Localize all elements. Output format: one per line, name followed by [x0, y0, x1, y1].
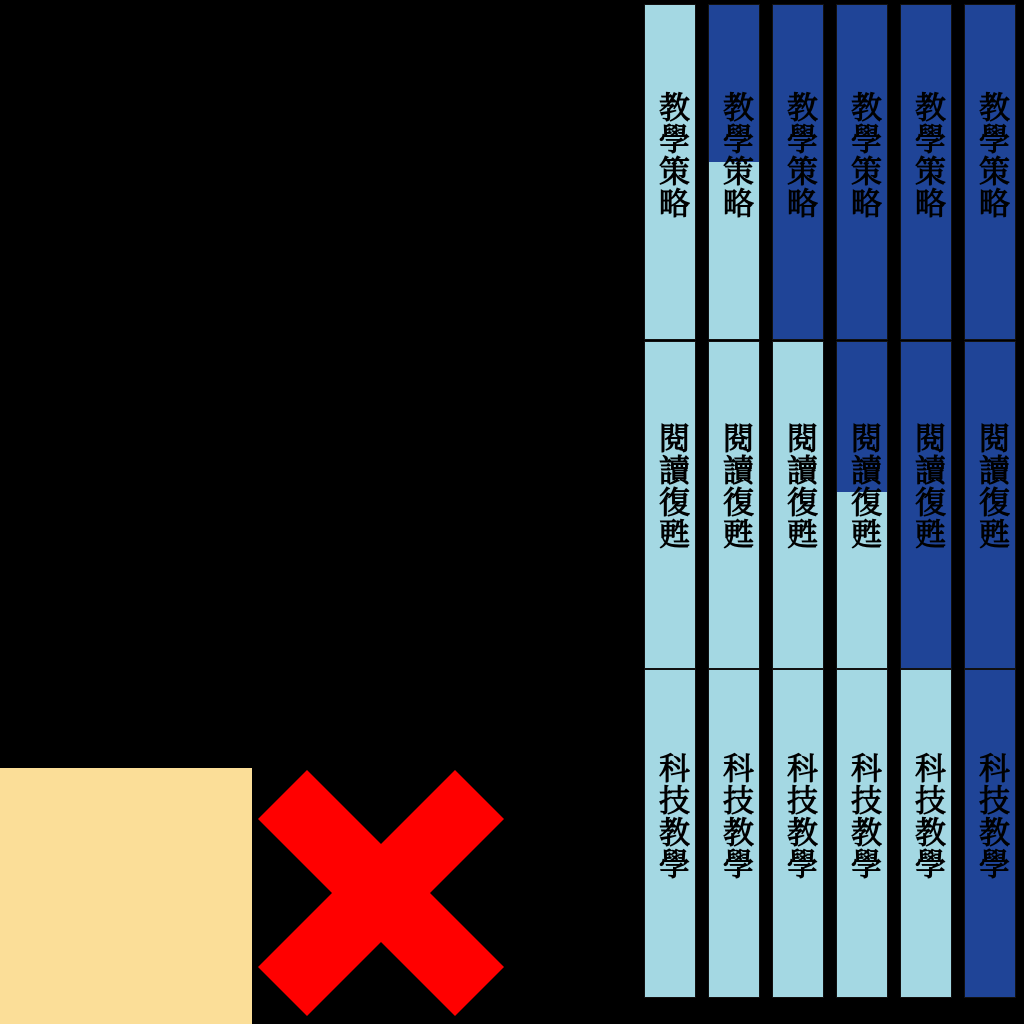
cell-tech-teaching	[772, 669, 824, 998]
column-6	[964, 4, 1016, 998]
cell-teaching-strategy	[708, 4, 760, 340]
cell-reading-revival	[900, 341, 952, 669]
cell-reading-revival	[964, 341, 1016, 669]
column-3	[772, 4, 824, 998]
cell-label: 教學策略	[781, 91, 817, 219]
yellow-swatch	[0, 768, 252, 1024]
cell-label: 教學策略	[909, 91, 945, 219]
cell-label: 科技教學	[653, 752, 689, 880]
x-mark-icon[interactable]	[258, 770, 504, 1016]
cell-label: 閱讀復甦	[845, 422, 881, 550]
cell-label: 科技教學	[909, 752, 945, 880]
cell-label: 閱讀復甦	[653, 422, 689, 550]
cell-label: 科技教學	[973, 752, 1009, 880]
x-mark-shape	[258, 770, 504, 1016]
cell-label: 教學策略	[973, 91, 1009, 219]
cell-label: 閱讀復甦	[909, 422, 945, 550]
cell-tech-teaching	[964, 669, 1016, 998]
cell-tech-teaching	[836, 669, 888, 998]
cell-label: 閱讀復甦	[717, 422, 753, 550]
cell-reading-revival	[644, 341, 696, 669]
cell-reading-revival	[836, 341, 888, 669]
cell-teaching-strategy	[772, 4, 824, 340]
cell-teaching-strategy	[644, 4, 696, 340]
cell-label: 教學策略	[717, 91, 753, 219]
cell-label: 教學策略	[845, 91, 881, 219]
cell-teaching-strategy	[836, 4, 888, 340]
cell-tech-teaching	[644, 669, 696, 998]
cell-label: 科技教學	[781, 752, 817, 880]
cell-reading-revival	[708, 341, 760, 669]
cell-teaching-strategy	[900, 4, 952, 340]
cell-label: 閱讀復甦	[973, 422, 1009, 550]
cell-label: 科技教學	[717, 752, 753, 880]
cell-tech-teaching	[708, 669, 760, 998]
cell-label: 教學策略	[653, 91, 689, 219]
cell-teaching-strategy	[964, 4, 1016, 340]
cell-label: 閱讀復甦	[781, 422, 817, 550]
column-5	[900, 4, 952, 998]
column-1	[644, 4, 696, 998]
column-2	[708, 4, 760, 998]
cell-label: 科技教學	[845, 752, 881, 880]
column-4	[836, 4, 888, 998]
cell-tech-teaching	[900, 669, 952, 998]
cell-reading-revival	[772, 341, 824, 669]
